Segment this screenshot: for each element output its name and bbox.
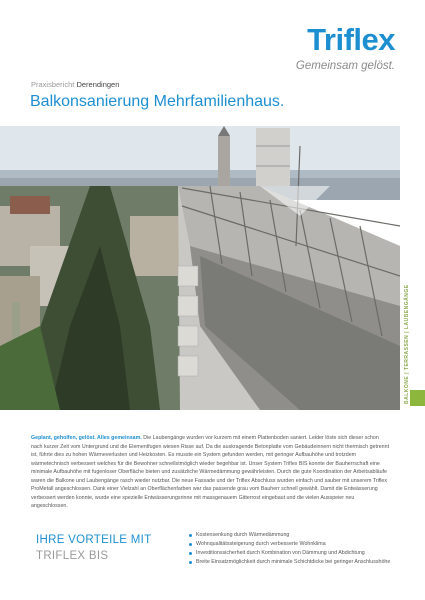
benefit-item: Wohnqualitätssteigerung durch verbesserte Wohnklima: [189, 540, 399, 549]
logo-wordmark: Triflex: [307, 22, 395, 57]
report-kicker: [31, 80, 119, 89]
page-title: Balkonsanierung Mehrfamilienhaus.: [30, 93, 285, 110]
benefits-title-line2: TRIFLEX BIS: [36, 550, 109, 562]
benefit-item: Kostensenkung durch Wärmedämmung: [189, 531, 399, 540]
benefits-title-line1: IHRE VORTEILE MIT: [36, 534, 152, 546]
logo-tagline: Gemeinsam gelöst.: [295, 60, 395, 72]
benefit-item: Investitionssicherheit durch Kombination von Dämmung und Abdichtung: [189, 549, 399, 558]
body-text: Die Laubengänge wurden vor kurzem mit einem Plattenboden saniert. Leider löste sich dieser schon nach kurzer Zeit vom Untergrund und die Elementfugen wiesen Risse auf. Da die auskragende Betonplatte vom Gebäudeinnern nicht thermisch getrennt ist, führte dies zu hohen Wärmeverlusten und Heizkosten. Es musste ein System gefunden werden, mit geringer Aufbauhöhe und trotzdem wärmetechnisch verbessert welches für die Bewohner schnellstmöglich wieder begehbar ist. Unser System Triflex BIS konnte der Bauherrschaft eine minimale Aufbauhöhe mit fugenloser Oberfläche bieten und zusätzliche Wärmedämmung gewährleisten. Durch die gute Koordination der Arbeitsabläufe waren die Balkone und Laubengänge rasch wieder nutzbar. Die neue Fassade und der Triflex Abschluss wurden einfach und sauber mit unserem Triflex ProMetall angeschlossen. Dank einer Vielzahl an Oberflächenfarben war das passende grau vom Bauherr schnell gewählt. Damit die Entwässerung verbessert werden konnte, wurde eine spezielle Entwässerungsrinne mit massgenauem Gitterrost eingebaut und die vielen Ausspeier neu angeschlossen.: [31, 435, 390, 509]
balcony-walkway-photo: [0, 126, 400, 410]
benefit-list: [189, 531, 399, 567]
report-body: [31, 434, 391, 511]
benefit-item: Breite Einsatzmöglichkeit durch minimale Schichtdicke bei geringer Anschlusshöhe: [189, 558, 399, 567]
category-marker: [410, 390, 425, 406]
lead-sentence: Geplant, geholfen, gelöst. Alles gemeinsam.: [31, 435, 142, 441]
kicker-location: Derendingen: [76, 80, 120, 89]
kicker-prefix: Praxisbericht: [31, 80, 75, 89]
category-label: BALKONE | TERRASSEN | LAUBENGÄNGE: [404, 284, 410, 404]
triflex-logo: [296, 24, 395, 72]
benefits-heading: [36, 532, 151, 564]
